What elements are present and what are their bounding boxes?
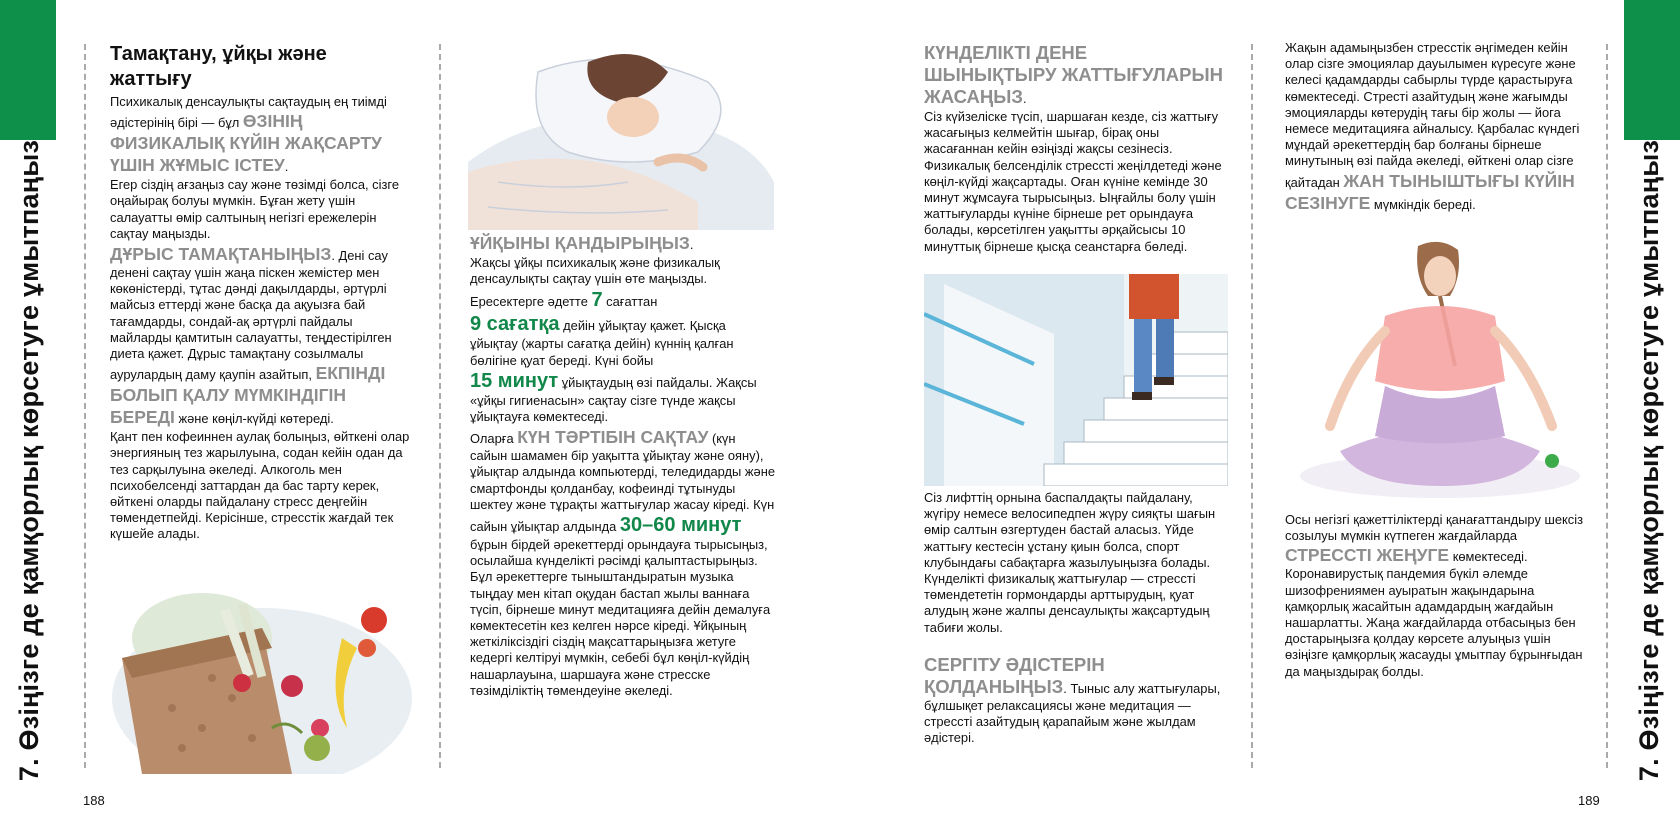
food-bag-illustration [112,578,412,774]
right-vertical-title: 7. Өзіңізге де қамқорлық көрсетуге ұмытпаңыз [1634,139,1665,781]
left-vertical-title: 7. Өзіңізге де қамқорлық көрсетуге ұмытпаңыз [14,139,45,781]
highlight-text: ӨЗІНІҢ ФИЗИКАЛЫҚ КҮЙІН ЖАҚСАРТУ ҮШІН ЖҰМЫС ІСТЕУ [110,111,382,176]
column-meditation [1285,40,1590,215]
section-heading: СЕРГІТУ ӘДІСТЕРІН ҚОЛДАНЫҢЫЗ [924,653,1105,697]
highlight-text: ДҰРЫС ТАМАҚТАНЫҢЫЗ [110,244,332,265]
paragraph: Психикалық денсаулықты сақтаудың ең тиімді әдістерінің бірі — бұл ӨЗІНІҢ ФИЗИКАЛЫҚ КҮЙІН ЖАҚСАРТУ ҮШІН ЖҰМЫС ІСТЕУ. [110,94,387,176]
paragraph: КҮНДЕЛІКТІ ДЕНЕ ШЫНЫҚТЫРУ ЖАТТЫҒУЛАРЫН ЖАСАҢЫЗ. [924,42,1223,107]
right-green-tab [1624,0,1680,140]
page-number-left: 188 [83,793,105,808]
highlight-text: СТРЕССТІ ЖЕҢУГЕ [1285,545,1450,566]
highlight-text: ЕКПІНДІ БОЛЫП ҚАЛУ МҮМКІНДІГІН БЕРЕДІ [110,363,386,428]
paragraph: ДҰРЫС ТАМАҚТАНЫҢЫЗ. Дені сау денені сақтау үшін жаңа піскен жемістер мен көкөністерді, тұтас дәнді дақылдарды, әртүрлі майсыз еттерді және басқа да ақуызға бай тағамдарды, сондай-ақ әртүрлі пайдалы майларды қамтитын салауатты, теңдестірілген диета қажет. Дұрыс тамақтану созылмалы аурулардың даму қаупін азайтып, ЕКПІНДІ БОЛЫП ҚАЛУ МҮМКІНДІГІН БЕРЕДІ және көңіл-күйді көтереді. [110,244,392,428]
paragraph: СЕРГІТУ ӘДІСТЕРІН ҚОЛДАНЫҢЫЗ. Тыныс алу жаттығулары, бұлшықет релаксациясы және медитация — стрессті азайтудың қарапайым және жылдам әдістері. [924,653,1221,746]
paragraph: Оларға КҮН ТӘРТІБІН САҚТАУ (күн сайын шамамен бір уақытта ұйықтау және ояну), ұйықтар алдында компьютерді, теледидарды және смартфонды қолданбау, кофеинді тұтынуды шектеу және тұрақты жаттығулар жасау кіреді. Күн сайын ұйықтар алдында 30–60 минут бұрын бірдей әрекеттерді орындауға тырысыңыз, осылайша күнделікті рәсімді қалыптастырыңыз. Бұл әрекеттерге тыныштандыратын музыка тыңдау мен кітап оқудан бастап жылы ваннаға түсіп, бірнеше минут медитацияға дейін демалуға көмектесетін кез келген нәрсе кіреді. Ұйқының жеткіліксіздігі сіздің мақсаттарыңызға жетуге кедергі келтіруі мүмкін, себебі бұл көңіл-күйдің нашарлауына, шаршауға және стресске төзімділіктің төмендеуіне әкеледі. [470,427,775,698]
paragraph: Осы негізгі қажеттіліктерді қанағаттандыру шексіз созылуы мүмкін күтпеген жағдайларда СТРЕССТІ ЖЕҢУГЕ көмектеседі. Коронавирустық пандемия бүкіл әлемде шизофрениямен ауыратын жақындарына қамқорлық жасайтын адамдардың жағдайын нашарлатты. Жаңа жағдайларда отбасыңыз бен достарыңызға қолдау көрсете алуыңыз үшін өзіңізге қамқорлық жасауды ұмытпау бұрынғыдан да маңыздырақ болды. [1285,512,1584,679]
paragraph: Жақын адамыңызбен стресстік әңгімеден кейін олар сізге эмоциялар дауылымен күресуге және келесі қадамдарды сабырлы түрде қарастыруға көмектеседі. Стресті азайтудың және жағымды эмоцияларды көтерудің тағы бір жолы — йога немесе медитацияға айналысу. Қарбалас күндегі мұндай әрекеттердің бар болғаны бірнеше минутының өзі пайда әкеледі, өйткені олар сізге қайтадан ЖАН ТЫНЫШТЫҒЫ КҮЙІН СЕЗІНУГЕ мүмкіндік береді. [1285,40,1580,213]
dashed-divider [84,44,86,768]
section-heading: ҰЙҚЫНЫ ҚАНДЫРЫҢЫЗ [470,233,690,253]
paragraph: Сіз күйзеліске түсіп, шаршаған кезде, сіз жаттығу жасағыңыз келмейтін шығар, бірақ оны жасағаннан кейін өзіңізді жақсы сезінесіз. Физикалық белсенділік стрессті жеңілдетеді және көңіл-күйді жақсартады. Оған күніне кемінде 30 минут жұмсауға тырысыңыз. Ыңғайлы болу үшін жаттығуларды күніне бірнеше рет орындауға болады, көрсетілген уақытты әрқайсысы 10 минуттық бірнеше қысқа сеанстарға бөледі. [924,109,1222,254]
column-nutrition [110,42,410,544]
page-number-right: 189 [1578,793,1600,808]
left-green-tab [0,0,56,140]
column-meditation-continued [1285,512,1590,681]
paragraph: Ересектерге әдетте 7 сағаттан 9 сағатқа дейін ұйықтау қажет. Қысқа ұйықтау (жарты сағатқа дейін) күннің қалған бөлігіне қуат береді. Күні бойы 15 минут ұйықтаудың өзі пайдалы. Жақсы «ұйқы гигиенасын» сақтау сізге түнде жақсы ұйықтауға көмектеседі. [470,289,757,425]
number-highlight: 7 [591,289,603,312]
dashed-divider [439,44,441,768]
paragraph: Қант пен кофеиннен аулақ болыңыз, өйткені олар энергияның тез жарылуына, содан кейін одан да тез сарқылуына әкеледі. Алкоголь мен психобелсенді заттардан да бас тарту керек, өйткені оларды пайдалану стресс деңгейін төмендетпейді. Керісінше, стресстік жағдай тек күшейе алады. [110,429,410,542]
paragraph: ҰЙҚЫНЫ ҚАНДЫРЫҢЫЗ. [470,233,694,253]
highlight-text: ЖАН ТЫНЫШТЫҒЫ КҮЙІН СЕЗІНУГЕ [1285,170,1575,213]
paragraph: Егер сіздің ағзаңыз сау және төзімді болса, сізге оңайырақ болуы мүмкін. Бұған жету үшін салауатты өмір салтының негізгі ережелерін сақтау маңызды. [110,177,399,241]
section-title: Тамақтану, ұйқы және жаттығу [110,43,327,90]
highlight-text: КҮН ТӘРТІБІН САҚТАУ [517,427,709,448]
number-highlight: 30–60 минут [619,514,742,537]
column-sleep [470,232,775,700]
number-highlight: 15 минут [470,369,559,392]
column-exercise [924,42,1224,256]
yoga-woman-illustration [1290,236,1590,508]
sleeping-woman-illustration [468,42,774,230]
stairs-illustration [924,274,1228,486]
section-heading: КҮНДЕЛІКТІ ДЕНЕ ШЫНЫҚТЫРУ ЖАТТЫҒУЛАРЫН ЖАСАҢЫЗ [924,42,1223,107]
column-exercise-continued [924,490,1224,747]
dashed-divider [1606,44,1608,768]
dashed-divider [1251,44,1253,768]
paragraph: Жақсы ұйқы психикалық және физикалық денсаулықты сақтау үшін өте маңызды. [470,255,720,287]
paragraph: Сіз лифттің орнына баспалдақты пайдалану, жүгіру немесе велосипедпен жүру сияқты шағын өмір салтын өзгертуден бастай аласыз. Үйде жаттығу кестесін ұстану қиын болса, спорт клубындағы сабақтарға жазылуыңызға болады. Күнделікті физикалық жаттығулар — стрессті төмендететін гормондарды арттырудың, қуат алудың және жалпы денсаулықты жақсартудың табиғи жолы. [924,490,1216,635]
number-highlight: 9 сағатқа [470,313,560,336]
